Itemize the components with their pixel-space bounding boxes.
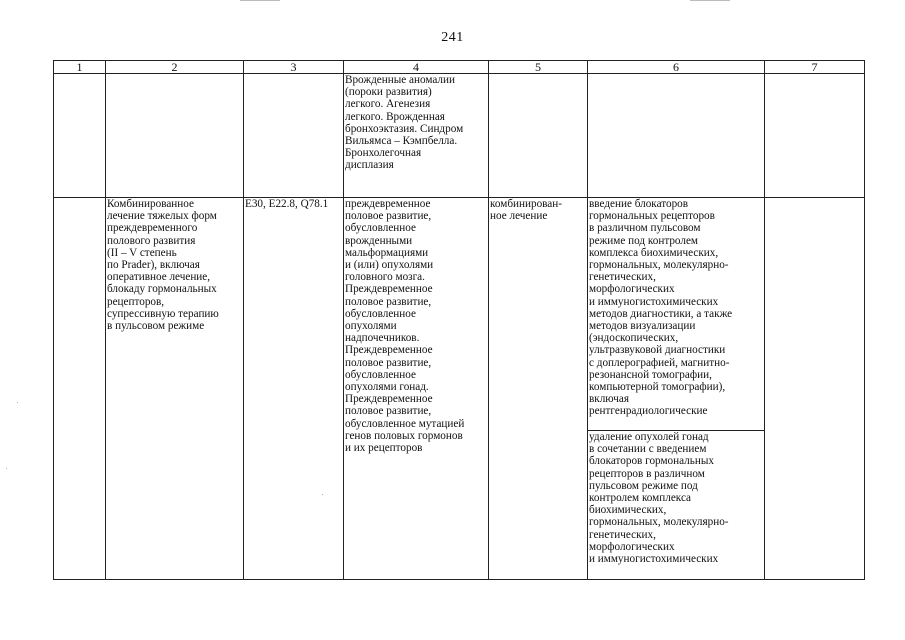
continued-col6 [588, 74, 765, 198]
top-rule-right [690, 0, 730, 1]
icd-codes-cell: E30, E22.8, Q78.1 [244, 198, 344, 580]
column-header-4: 4 [344, 61, 489, 74]
diagnosis-cell: преждевременное половое развитие, обусловленное врожденными мальформациями и (или) опухолями головного мозга. Преждевременное половое развитие, обусловленное опухолями надпочечников. Преждевременное половое развитие, обусловленное опухолями гонад. Преждевременное половое развитие, обусловленное мутацией генов половых гормонов и их рецепторов [344, 198, 489, 580]
table-header-row [54, 61, 865, 74]
column-header-7: 7 [765, 61, 865, 74]
scan-speck [17, 402, 18, 403]
top-rule-left [240, 0, 280, 1]
treatment-kind-cell: комбинирован- ное лечение [489, 198, 588, 580]
column-header-5: 5 [489, 61, 588, 74]
methods-part-2: удаление опухолей гонад в сочетании с введением блокаторов гормональных рецепторов в различном пульсовом режиме под контролем комплекса биохимических, гормональных, молекулярно- генетических, морфологических и иммуногистохимических [589, 431, 729, 566]
main-col7 [765, 198, 865, 580]
methods-cell [588, 198, 765, 580]
continued-col7 [765, 74, 865, 198]
table-row-main [54, 198, 865, 580]
scan-speck [322, 494, 323, 495]
continued-col2 [106, 74, 244, 198]
page-number: 241 [441, 30, 464, 45]
document-table [53, 60, 865, 580]
continued-diagnosis: Врожденные аномалии (пороки развития) легкого. Агенезия легкого. Врожденная бронхоэктазия. Синдром Вильямса – Кэмпбелла. Бронхолегочная дисплазия [344, 74, 489, 198]
treatment-type-cell: Комбинированное лечение тяжелых форм преждевременного полового развития (II – V степень по Prader), включая оперативное лечение, блокаду гормональных рецепторов, супрессивную терапию в пульсовом режиме [106, 198, 244, 580]
main-col1 [54, 198, 106, 580]
methods-part-1: введение блокаторов гормональных рецепторов в различном пульсовом режиме под контролем комплекса биохимических, гормональных, молекулярно- генетических, морфологических и иммуногистохимических методов диагностики, а также методов визуализации (эндоскопических, ультразвуковой диагностики с доплерографией, магнитно- резонансной томографии, компьютерной томографии), включая рентгенрадиологические [588, 198, 764, 431]
column-header-1: 1 [54, 61, 106, 74]
scan-speck [6, 468, 7, 469]
column-header-6: 6 [588, 61, 765, 74]
column-header-2: 2 [106, 61, 244, 74]
column-header-3: 3 [244, 61, 344, 74]
table-row-continued [54, 74, 865, 198]
continued-col1 [54, 74, 106, 198]
continued-col5 [489, 74, 588, 198]
continued-col3 [244, 74, 344, 198]
